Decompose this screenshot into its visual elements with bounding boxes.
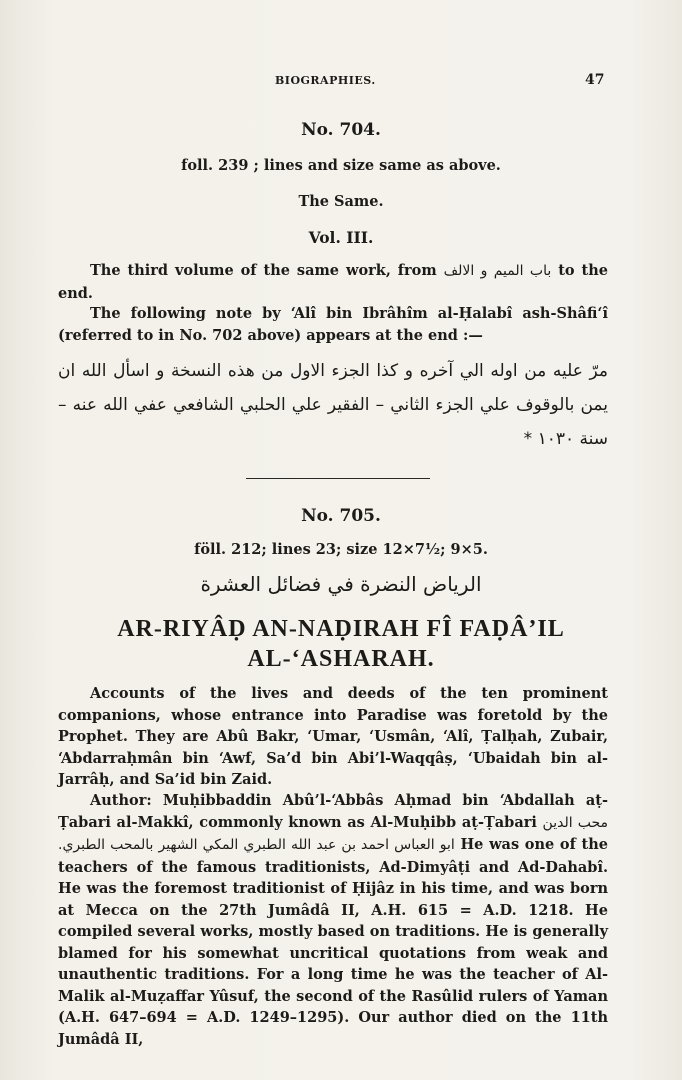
para1-after: to the end. [58, 262, 608, 302]
para2-start: Author: Muḥibbaddin Abû’l-‘Abbâs Aḥmad bin ‘Abdallah aṭ-Ṭabari al-Makkî, commonly known as Al-Muḥibb aṭ-Ṭabari [58, 792, 608, 831]
para2-arabic: محب الدين ابو العباس احمد بن عبد الله الطبري المكي الشهير بالمحب الطبري. [58, 814, 608, 853]
page-header [0, 72, 682, 92]
entry-705-paragraph-2 [58, 790, 608, 1050]
para1-before: The third volume of the same work, from [90, 262, 437, 279]
entry-704-paragraph-1 [58, 260, 608, 304]
section-divider [246, 478, 430, 479]
arabic-title: الرياض النضرة في فضائل العشرة [200, 572, 482, 596]
entry-705-folio-line: föll. 212; lines 23; size 12×7½; 9×5. [194, 541, 488, 558]
para2-rest: He was one of the teachers of the famous traditionists, Ad-Dimyâṭi and Ad-Dahabî. He was the foremost traditionist of Ḥijâz in his time, and was born at Mecca on the 27th Jumâdâ II, A.H. 615 = A.D. 1218. He compiled several works, mostly based on traditions. He is generally blamed for his somewhat uncritical quotations from weak and unauthentic traditions. For a long time he was the teacher of Al-Malik al-Muẓaffar Yûsuf, the second of the Rasûlid rulers of Yaman (A.H. 647–694 = A.D. 1249–1295). Our author died on the 11th Jumâdâ II, [58, 836, 608, 1048]
entry-705-paragraph-1: Accounts of the lives and deeds of the ten prominent companions, whose entrance into Paradise was foretold by the Prophet. They are Abû Bakr, ‘Umar, ‘Usmân, ‘Alî, Ṭalḥah, Zubair, ‘Abdarraḥmân bin ‘Awf, Sa’d bin Abi’l-Waqqâṣ, ‘Ubaidah bin al-Jarrâḥ, and Sa’id bin Zaid. [58, 685, 608, 788]
running-title: BIOGRAPHIES. [275, 74, 376, 87]
entry-704-volume: Vol. III. [308, 228, 374, 247]
entry-704-number: No. 704. [301, 120, 381, 140]
arabic-note: مرّ عليه من اوله الي آخره و كذا الجزء الاول من هذه النسخة و اسأل الله ان يمن بالوقوف علي الجزء الثاني – الفقير علي الحلبي الشافعي عفي الله عنه – سنة ١٠٣٠ * [58, 361, 608, 449]
entry-704-paragraph-2: The following note by ‘Alî bin Ibrâhîm al-Ḥalabî ash-Shâfi‘î (referred to in No. 702 above) appears at the end :— [58, 305, 608, 344]
entry-705-number: No. 705. [301, 506, 381, 526]
page-number: 47 [585, 72, 605, 88]
para1-arabic: باب الميم و الالف [443, 263, 552, 279]
entry-704-folio-line: foll. 239 ; lines and size same as above. [181, 157, 501, 174]
title-line-1: AR-RIYÂḌ AN-NAḌIRAH FÎ FAḌÂ’IL [117, 616, 565, 642]
entry-704-subtitle: The Same. [298, 193, 384, 210]
title-line-2: AL-‘ASHARAH. [247, 646, 435, 672]
